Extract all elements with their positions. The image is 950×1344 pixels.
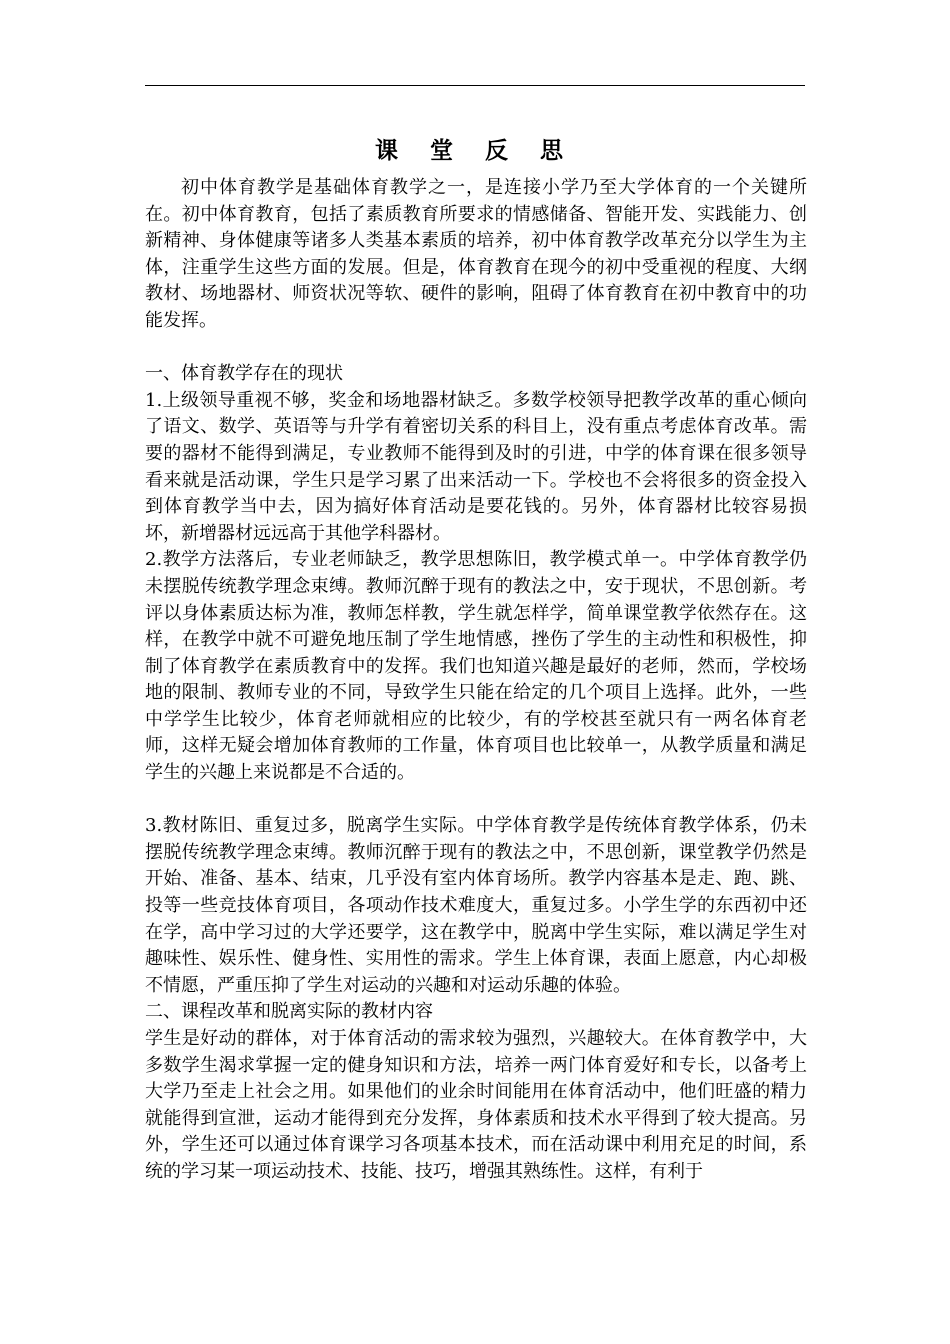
section-heading-2: 二、课程改革和脱离实际的教材内容	[145, 1001, 433, 1023]
section-2-paragraph: 学生是好动的群体，对于体育活动的需求较为强烈，兴趣较大。在体育教学中，大多数学生渴求掌握一定的健身知识和方法，培养一两门体育爱好和专长，以备考上大学乃至走上社会之用。如果他们的业余时间能用在体育活动中，他们旺盛的精力就能得到宣泄，运动才能得到充分发挥，身体素质和技术水平得到了较大提高。另外，学生还可以通过体育课学习各项基本技术，而在活动课中利用充足的时间，系统的学习某一项运动技术、技能、技巧，增强其熟练性。这样，有利于	[145, 1028, 807, 1182]
list-item-3: 3.教材陈旧、重复过多，脱离学生实际。中学体育教学是传统体育教学体系，仍未摆脱传统教学理念束缚。教师沉醉于现有的教法之中，不思创新，课堂教学仍然是开始、准备、基本、结束，几乎没有室内体育场所。教学内容基本是走、跑、跳、投等一些竞技体育项目，各项动作技术难度大，重复过多。小学生学的东西初中还在学，高中学习过的大学还要学，这在教学中，脱离中学生实际，难以满足学生对趣味性、娱乐性、健身性、实用性的需求。学生上体育课，表面上愿意，内心却极不情愿，严重压抑了学生对运动的兴趣和对运动乐趣的体验。	[145, 815, 807, 996]
intro-paragraph: 初中体育教学是基础体育教学之一，是连接小学乃至大学体育的一个关键所在。初中体育教育，包括了素质教育所要求的情感储备、智能开发、实践能力、创新精神、身体健康等诸多人类基本素质的培养，初中体育教学改革充分以学生为主体，注重学生这些方面的发展。但是，体育教育在现今的初中受重视的程度、大纲教材、场地器材、师资状况等软、硬件的影响，阻碍了体育教育在初中教育中的功能发挥。	[145, 177, 807, 331]
header-rule	[145, 85, 805, 86]
paragraph-spacer	[145, 787, 807, 814]
page-title: 课 堂 反 思	[374, 137, 576, 164]
paragraph-spacer	[145, 335, 807, 362]
document-body	[145, 175, 807, 1186]
list-item-2: 2.教学方法落后，专业老师缺乏，教学思想陈旧，教学模式单一。中学体育教学仍未摆脱传统教学理念束缚。教师沉醉于现有的教法之中，安于现状，不思创新。考评以身体素质达标为准，教师怎样教，学生就怎样学，简单课堂教学依然存在。这样，在教学中就不可避免地压制了学生地情感，挫伤了学生的主动性和积极性，抑制了体育教学在素质教育中的发挥。我们也知道兴趣是最好的老师，然而，学校场地的限制、教师专业的不同，导致学生只能在给定的几个项目上选择。此外，一些中学学生比较少，体育老师就相应的比较少，有的学校甚至就只有一两名体育老师，这样无疑会增加体育教师的工作量，体育项目也比较单一，从教学质量和满足学生的兴趣上来说都是不合适的。	[145, 549, 807, 784]
list-item-1: 1.上级领导重视不够，奖金和场地器材缺乏。多数学校领导把教学改革的重心倾向了语文、数学、英语等与升学有着密切关系的科目上，没有重点考虑体育改革。需要的器材不能得到满足，专业教师不能得到及时的引进，中学的体育课在很多领导看来就是活动课，学生只是学习累了出来活动一下。学校也不会将很多的资金投入到体育教学当中去，因为搞好体育活动是要花钱的。另外，体育器材比较容易损坏，新增器材远远高于其他学科器材。	[145, 389, 807, 544]
section-heading-1: 一、体育教学存在的现状	[145, 363, 343, 385]
